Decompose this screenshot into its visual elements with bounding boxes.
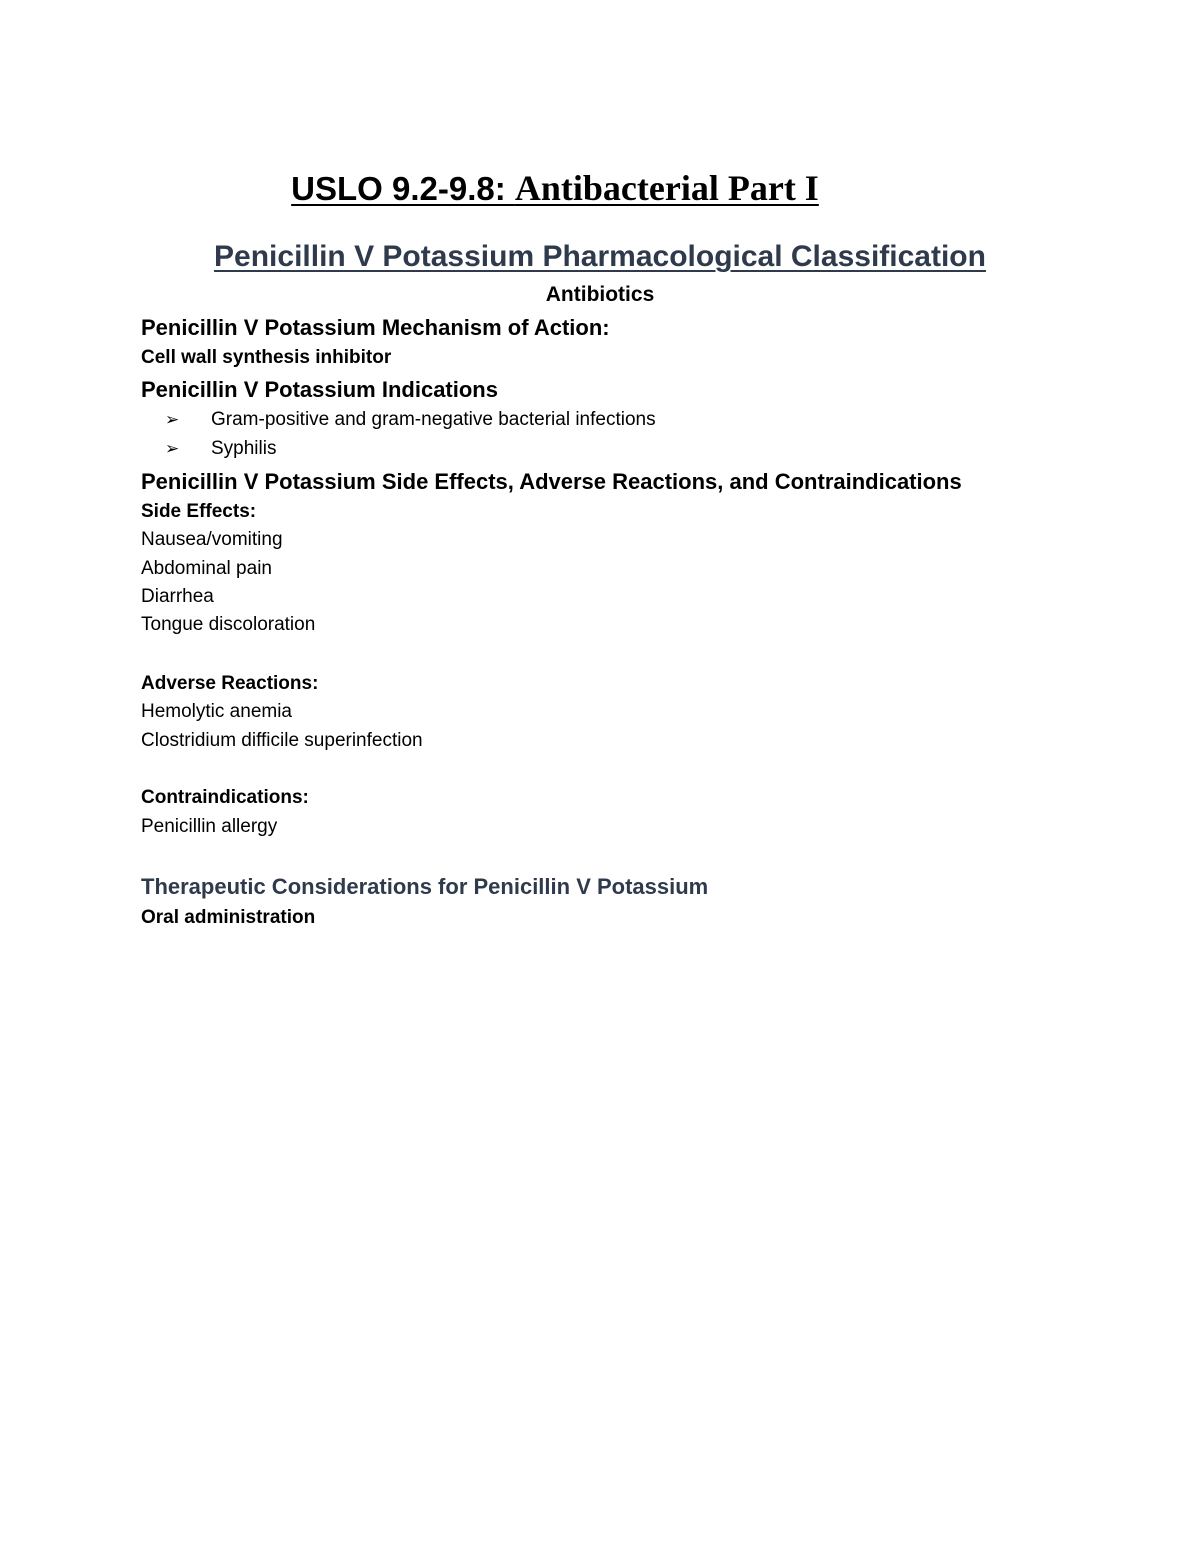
indication-text: Syphilis	[211, 438, 277, 459]
indication-item	[165, 435, 276, 463]
adverse-reaction-item: Hemolytic anemia	[141, 701, 292, 722]
side-effects-label: Side Effects:	[141, 501, 257, 522]
side-effect-item: Nausea/vomiting	[141, 529, 283, 550]
mechanism-heading: Penicillin V Potassium Mechanism of Action:	[141, 315, 610, 340]
side-effects-section-heading: Penicillin V Potassium Side Effects, Adverse Reactions, and Contraindications	[141, 469, 962, 494]
side-effect-item: Diarrhea	[141, 586, 214, 607]
contraindications-label: Contraindications:	[141, 787, 309, 808]
indication-item	[165, 406, 656, 434]
side-effect-item: Abdominal pain	[141, 558, 272, 579]
contraindication-item: Penicillin allergy	[141, 816, 278, 837]
document-title	[0, 166, 1110, 211]
mechanism-value: Cell wall synthesis inhibitor	[141, 347, 392, 368]
therapeutic-heading: Therapeutic Considerations for Penicillin V Potassium	[141, 874, 709, 899]
title-name: Antibacterial Part I	[514, 168, 819, 208]
classification-heading: Penicillin V Potassium Pharmacological Classification	[214, 240, 986, 273]
classification-value: Antibiotics	[545, 283, 655, 306]
arrowhead-bullet-icon: ➢	[165, 439, 180, 458]
indications-heading: Penicillin V Potassium Indications	[141, 377, 498, 402]
side-effect-item: Tongue discoloration	[141, 614, 316, 635]
title-code: USLO 9.2-9.8:	[291, 170, 515, 207]
adverse-reactions-label: Adverse Reactions:	[141, 673, 319, 694]
arrowhead-bullet-icon: ➢	[165, 410, 180, 429]
adverse-reaction-item: Clostridium difficile superinfection	[141, 730, 423, 751]
therapeutic-value: Oral administration	[141, 907, 316, 928]
indication-text: Gram-positive and gram-negative bacterial infections	[211, 409, 656, 430]
